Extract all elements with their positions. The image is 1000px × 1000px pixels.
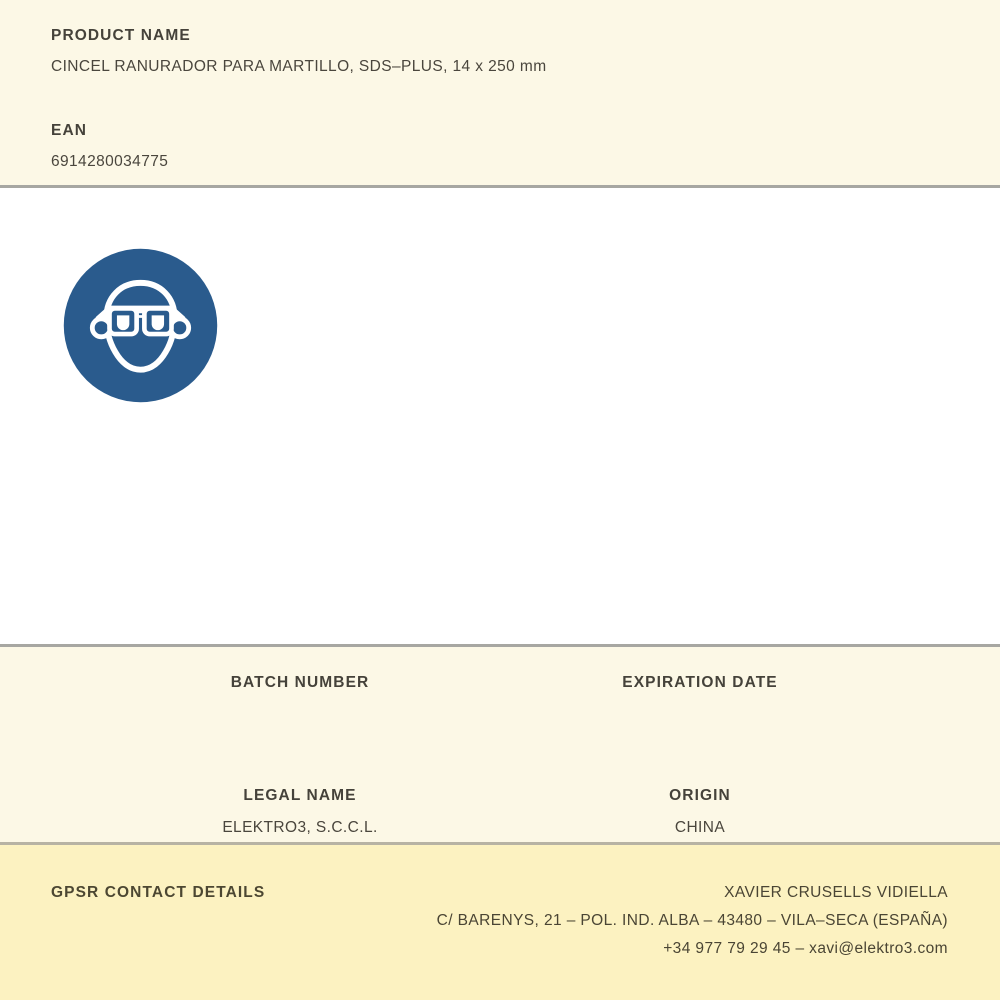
ean-field (51, 122, 949, 171)
product-name-label: PRODUCT NAME (51, 27, 191, 44)
batch-number-value (100, 706, 500, 724)
batch-number-label: BATCH NUMBER (230, 674, 370, 691)
legal-name-label: LEGAL NAME (243, 787, 357, 804)
gpsr-contact-address: C/ BARENYS, 21 – POL. IND. ALBA – 43480 – VILA–SECA (ESPAÑA) (436, 912, 948, 929)
expiration-date-label: EXPIRATION DATE (622, 674, 778, 691)
wear-eye-protection-icon (63, 248, 218, 403)
legal-name-value: ELEKTRO3, S.C.C.L. (222, 819, 378, 836)
batch-number-field (100, 674, 500, 724)
gpsr-contact-section (0, 845, 1000, 1000)
ean-label: EAN (51, 122, 88, 139)
details-section (0, 647, 1000, 842)
origin-label: ORIGIN (669, 787, 731, 804)
gpsr-contact-label: GPSR CONTACT DETAILS (51, 884, 266, 901)
legal-name-field (100, 787, 500, 837)
ean-value: 6914280034775 (51, 153, 169, 170)
gpsr-contact-person: XAVIER CRUSELLS VIDIELLA (724, 884, 948, 901)
details-grid (100, 674, 900, 837)
product-header-section (0, 0, 1000, 185)
gpsr-contact-phone-email: +34 977 79 29 45 – xavi@elektro3.com (663, 940, 948, 957)
expiration-date-field (500, 674, 900, 724)
origin-value: CHINA (674, 819, 726, 836)
expiration-date-value (500, 706, 900, 724)
product-name-field (51, 27, 949, 76)
gpsr-contact-lines (437, 879, 948, 1000)
product-name-value: CINCEL RANURADOR PARA MARTILLO, SDS–PLUS, 14 x 250 mm (51, 58, 547, 75)
origin-field (500, 787, 900, 837)
safety-pictogram-section (0, 188, 1000, 644)
